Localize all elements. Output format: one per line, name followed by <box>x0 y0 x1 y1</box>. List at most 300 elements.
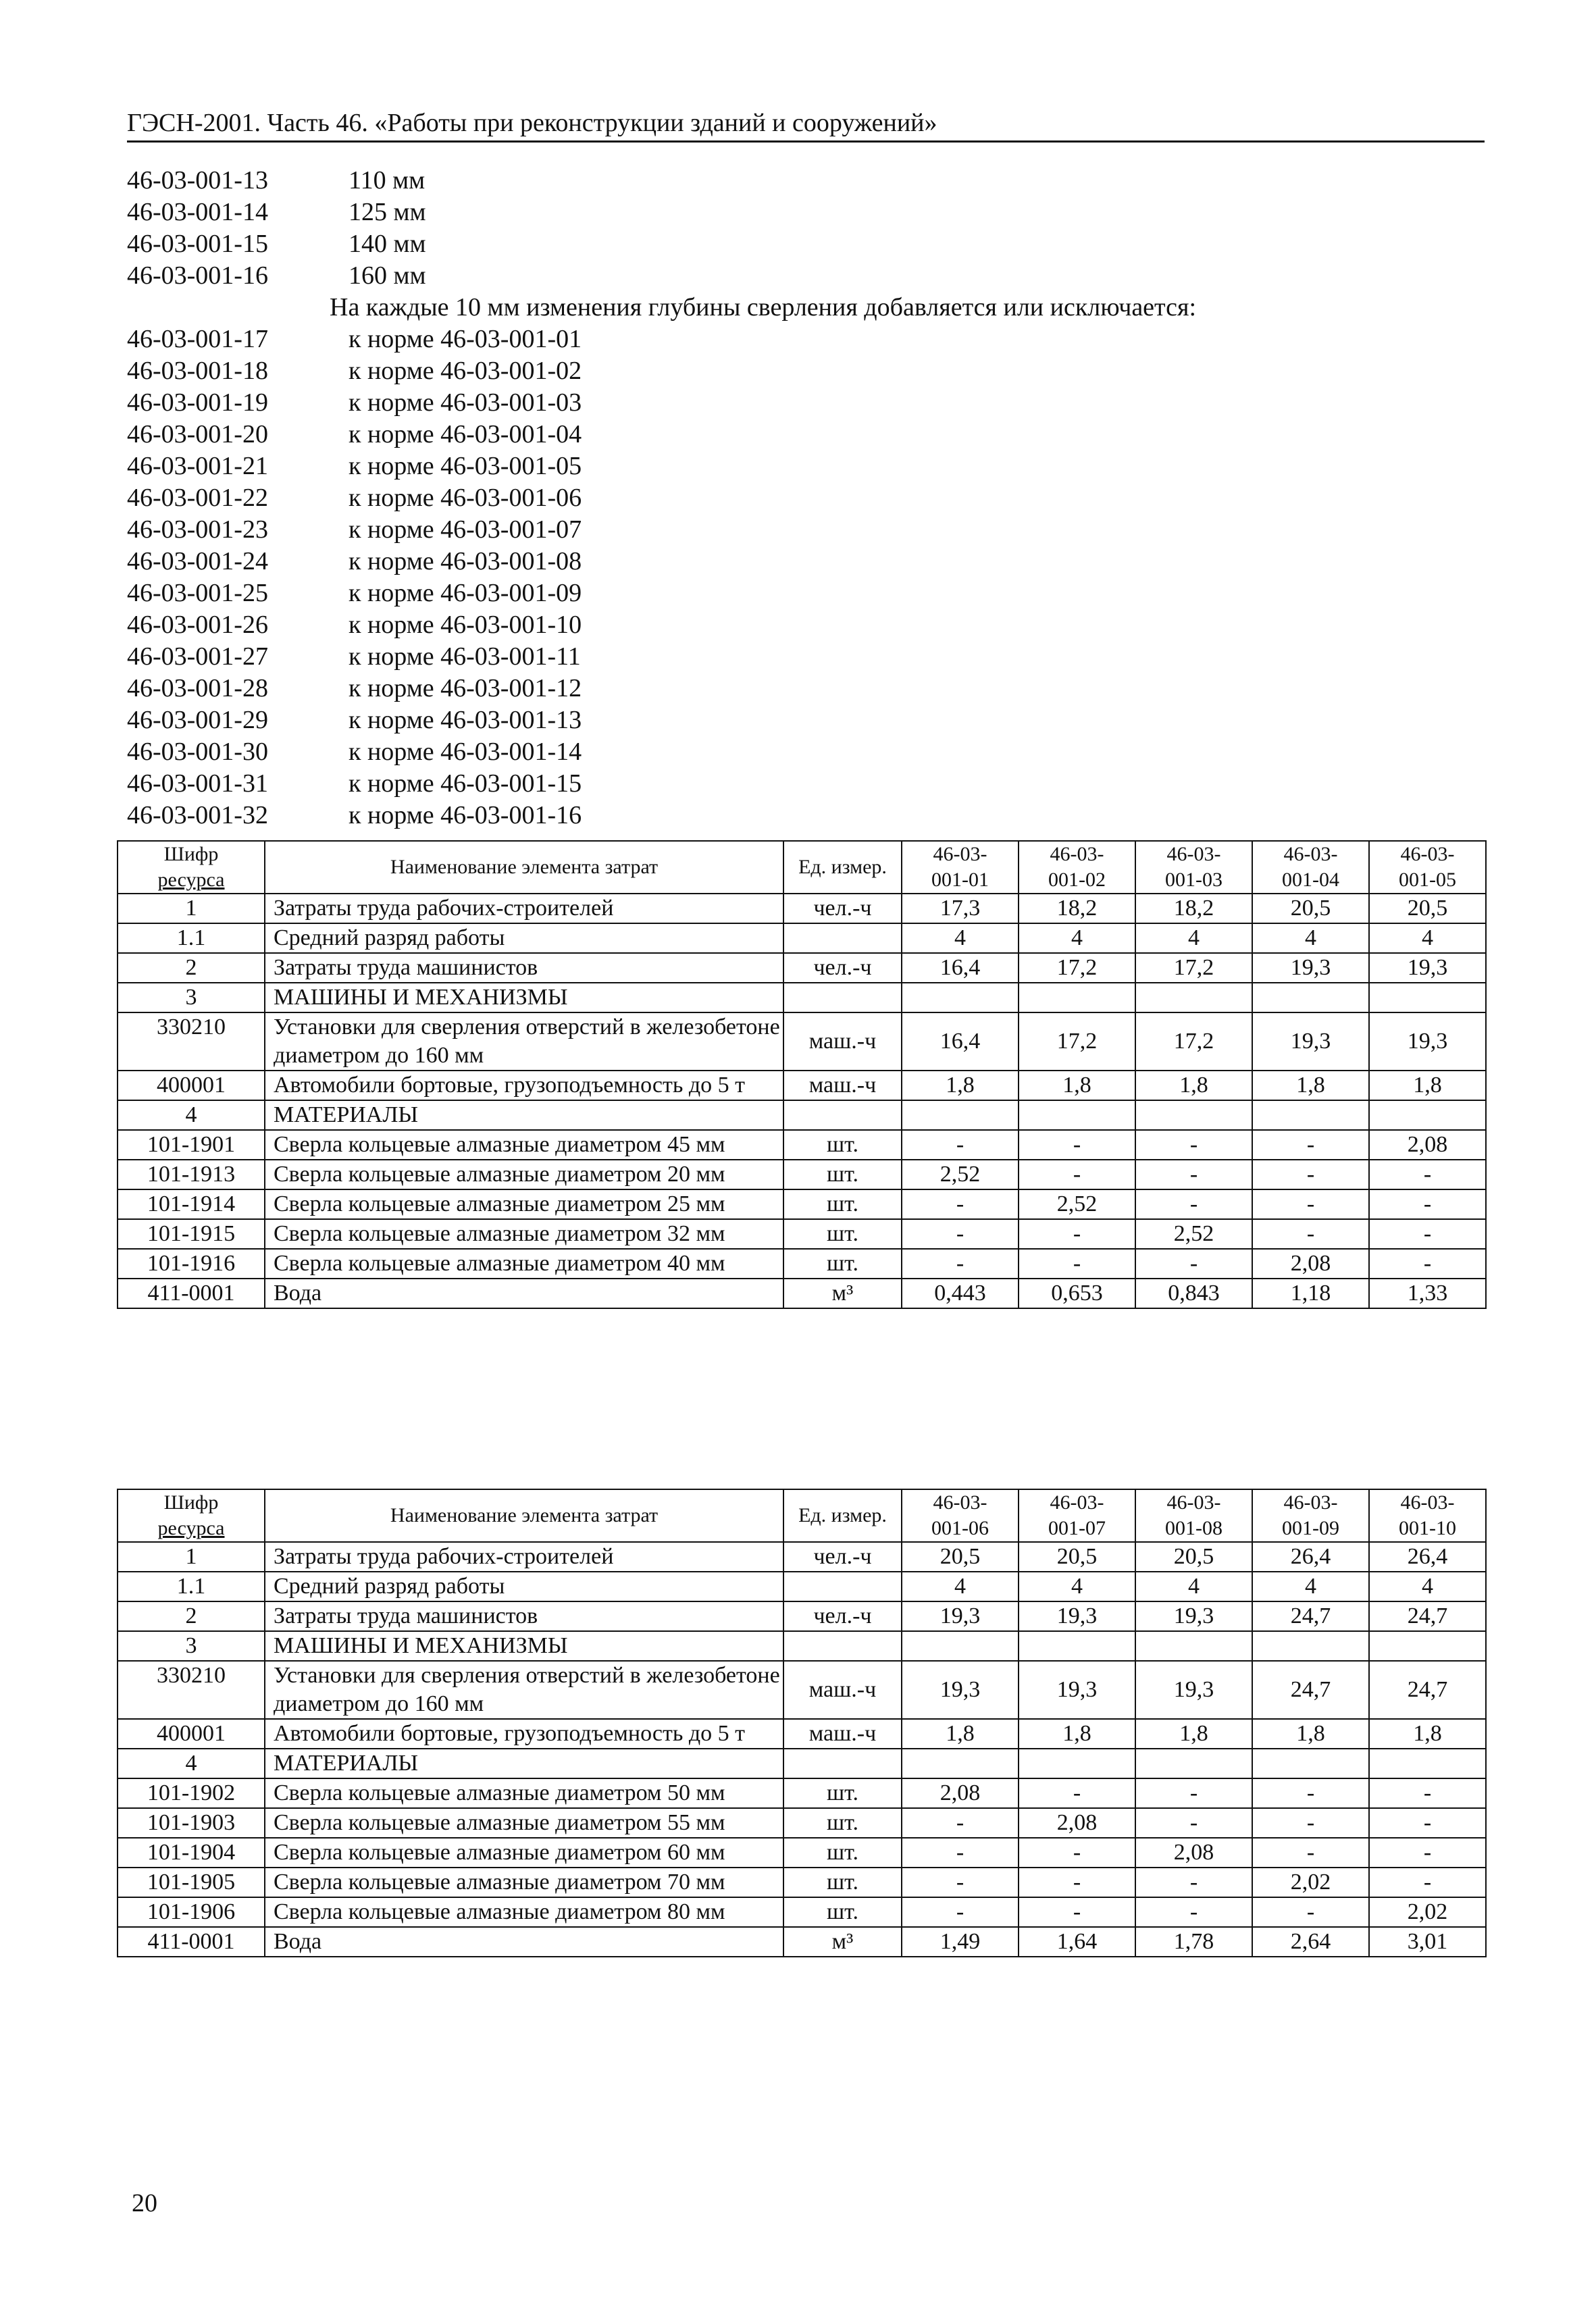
cell-value: 2,08 <box>902 1778 1019 1808</box>
cell-value: - <box>902 1219 1019 1249</box>
cell-name: Сверла кольцевые алмазные диаметром 20 мм <box>265 1160 783 1189</box>
cell-code: 1.1 <box>118 923 265 953</box>
norm-code: 46-03-001-15 <box>127 230 268 258</box>
cell-value: 20,5 <box>1252 894 1369 923</box>
header-norm <box>1252 841 1369 894</box>
cell-unit: чел.-ч <box>783 1542 902 1572</box>
table-row <box>118 953 1486 983</box>
cell-value: 2,64 <box>1252 1927 1369 1957</box>
cell-value: 1,49 <box>902 1927 1019 1957</box>
cell-value: - <box>902 1838 1019 1868</box>
norm-list-item <box>127 514 1485 546</box>
cell-unit: шт. <box>783 1249 902 1279</box>
cell-value: - <box>902 1897 1019 1927</box>
cell-value <box>1252 1100 1369 1130</box>
table-row <box>118 983 1486 1012</box>
cell-name: МАТЕРИАЛЫ <box>265 1749 783 1778</box>
cell-value: - <box>1369 1160 1486 1189</box>
cell-value: - <box>1135 1160 1252 1189</box>
cell-value: 1,8 <box>1252 1719 1369 1749</box>
norm-desc: к норме 46-03-001-10 <box>349 611 582 639</box>
norm-code-line1: 46-03- <box>1400 843 1455 865</box>
norm-list-item <box>127 165 1485 197</box>
norm-code: 46-03-001-29 <box>127 706 268 734</box>
norm-list <box>127 165 1485 831</box>
norm-code-line1: 46-03- <box>1166 843 1221 865</box>
cell-value: 4 <box>1135 923 1252 953</box>
cell-value: 17,2 <box>1019 953 1135 983</box>
cell-value: 19,3 <box>1135 1601 1252 1631</box>
cell-value: - <box>1019 1778 1135 1808</box>
cell-value: - <box>1019 1249 1135 1279</box>
cell-value: 24,7 <box>1369 1661 1486 1719</box>
cell-value: - <box>1369 1189 1486 1219</box>
cell-value: - <box>1252 1897 1369 1927</box>
norm-code: 46-03-001-13 <box>127 166 268 195</box>
cell-value: 26,4 <box>1252 1542 1369 1572</box>
cell-unit <box>783 1100 902 1130</box>
cell-value: 19,3 <box>1252 953 1369 983</box>
cell-name: Автомобили бортовые, грузоподъемность до 5 т <box>265 1071 783 1100</box>
header-norm <box>1019 1489 1135 1542</box>
cell-value <box>1019 1631 1135 1661</box>
cell-code: 101-1905 <box>118 1868 265 1897</box>
cell-unit <box>783 923 902 953</box>
cell-value: 16,4 <box>902 1012 1019 1071</box>
cell-value <box>1252 983 1369 1012</box>
cell-value: 2,08 <box>1252 1249 1369 1279</box>
cell-unit <box>783 1631 902 1661</box>
cell-unit <box>783 983 902 1012</box>
cell-value: - <box>1252 1160 1369 1189</box>
cell-value <box>1135 1631 1252 1661</box>
table-row <box>118 1808 1486 1838</box>
cell-value: - <box>1019 1868 1135 1897</box>
cell-value: 1,8 <box>902 1719 1019 1749</box>
table-row <box>118 1838 1486 1868</box>
cell-value: 4 <box>1369 1572 1486 1601</box>
cell-value: 24,7 <box>1252 1661 1369 1719</box>
cell-unit: маш.-ч <box>783 1661 902 1719</box>
cell-unit: шт. <box>783 1219 902 1249</box>
cell-value <box>902 983 1019 1012</box>
header-code-line2: ресурса <box>157 869 225 891</box>
norm-code: 46-03-001-14 <box>127 198 268 226</box>
page-header-title: ГЭСН-2001. Часть 46. «Работы при реконструкции зданий и сооружений» <box>127 108 1485 143</box>
norm-code: 46-03-001-25 <box>127 579 268 607</box>
cell-value: 1,8 <box>1019 1719 1135 1749</box>
norm-code-line2: 001-10 <box>1399 1517 1456 1539</box>
cell-code: 330210 <box>118 1661 265 1719</box>
cell-code: 330210 <box>118 1012 265 1071</box>
table-row <box>118 1100 1486 1130</box>
norm-list-item <box>127 419 1485 451</box>
cell-code: 1 <box>118 894 265 923</box>
header-norm <box>1135 1489 1252 1542</box>
cell-value: 2,52 <box>902 1160 1019 1189</box>
table-row <box>118 1160 1486 1189</box>
cell-value: - <box>1135 1189 1252 1219</box>
norm-desc: к норме 46-03-001-13 <box>349 706 582 734</box>
cell-code: 2 <box>118 953 265 983</box>
cell-value: 19,3 <box>902 1661 1019 1719</box>
header-code-line2: ресурса <box>157 1517 225 1539</box>
cell-value: - <box>1369 1868 1486 1897</box>
table-row <box>118 1631 1486 1661</box>
cell-value: - <box>1135 1897 1252 1927</box>
cell-unit: шт. <box>783 1808 902 1838</box>
cell-name: Установки для сверления отверстий в железобетоне диаметром до 160 мм <box>265 1012 783 1071</box>
cell-name: Затраты труда рабочих-строителей <box>265 894 783 923</box>
norm-list-item <box>127 228 1485 260</box>
cell-value: - <box>1135 1778 1252 1808</box>
cell-code: 4 <box>118 1100 265 1130</box>
table-row <box>118 1927 1486 1957</box>
cell-value <box>1369 1631 1486 1661</box>
header-name: Наименование элемента затрат <box>265 841 783 894</box>
cell-value: 20,5 <box>1135 1542 1252 1572</box>
cell-value: 1,8 <box>1252 1071 1369 1100</box>
table-row <box>118 1749 1486 1778</box>
cell-value: 4 <box>902 1572 1019 1601</box>
header-norm <box>1019 841 1135 894</box>
norm-code: 46-03-001-21 <box>127 452 268 480</box>
cell-value: 19,3 <box>1019 1661 1135 1719</box>
cell-value: - <box>1369 1778 1486 1808</box>
norm-code: 46-03-001-31 <box>127 769 268 798</box>
cell-value: 1,8 <box>1019 1071 1135 1100</box>
table-row <box>118 1071 1486 1100</box>
cell-value: 18,2 <box>1135 894 1252 923</box>
cell-name: Автомобили бортовые, грузоподъемность до 5 т <box>265 1719 783 1749</box>
norm-code-line1: 46-03- <box>1283 843 1338 865</box>
cell-name: Сверла кольцевые алмазные диаметром 40 мм <box>265 1249 783 1279</box>
cell-value: - <box>1135 1808 1252 1838</box>
norm-desc: к норме 46-03-001-04 <box>349 420 582 448</box>
cell-code: 101-1904 <box>118 1838 265 1868</box>
norm-desc: 160 мм <box>349 261 426 290</box>
norm-list-item <box>127 577 1485 609</box>
norm-code-line2: 001-05 <box>1399 869 1456 891</box>
cell-name: МАШИНЫ И МЕХАНИЗМЫ <box>265 983 783 1012</box>
norm-code: 46-03-001-28 <box>127 674 268 702</box>
norm-code-line2: 001-08 <box>1165 1517 1222 1539</box>
cell-name: Сверла кольцевые алмазные диаметром 25 мм <box>265 1189 783 1219</box>
cell-value: 17,2 <box>1019 1012 1135 1071</box>
cell-unit: шт. <box>783 1868 902 1897</box>
norm-code: 46-03-001-18 <box>127 357 268 385</box>
cell-value: 2,02 <box>1369 1897 1486 1927</box>
cell-value: 4 <box>902 923 1019 953</box>
norm-note: На каждые 10 мм изменения глубины сверления добавляется или исключается: <box>330 293 1197 322</box>
norm-code: 46-03-001-26 <box>127 611 268 639</box>
norm-note-row <box>127 292 1485 324</box>
cell-value: 1,8 <box>1369 1719 1486 1749</box>
cell-value: - <box>1019 1219 1135 1249</box>
cell-value: 1,18 <box>1252 1279 1369 1308</box>
header-code <box>118 841 265 894</box>
norm-desc: к норме 46-03-001-05 <box>349 452 582 480</box>
table-row <box>118 1601 1486 1631</box>
header-norm <box>902 1489 1019 1542</box>
table-row <box>118 1661 1486 1719</box>
cell-code: 101-1915 <box>118 1219 265 1249</box>
cell-value: 4 <box>1252 1572 1369 1601</box>
cell-value <box>1135 1749 1252 1778</box>
cell-value: - <box>902 1189 1019 1219</box>
cell-code: 400001 <box>118 1719 265 1749</box>
table-header-row <box>118 1489 1486 1542</box>
norm-list-item <box>127 387 1485 419</box>
header-name: Наименование элемента затрат <box>265 1489 783 1542</box>
table-row <box>118 1778 1486 1808</box>
cell-code: 3 <box>118 983 265 1012</box>
cell-value: - <box>1369 1808 1486 1838</box>
cell-name: Вода <box>265 1279 783 1308</box>
cell-value <box>902 1749 1019 1778</box>
norm-desc: к норме 46-03-001-11 <box>349 642 581 671</box>
norm-list-item <box>127 768 1485 800</box>
norm-list-item <box>127 673 1485 704</box>
cell-unit: шт. <box>783 1778 902 1808</box>
table-row <box>118 1542 1486 1572</box>
cell-unit <box>783 1749 902 1778</box>
cell-value <box>1252 1749 1369 1778</box>
header-unit: Ед. измер. <box>783 1489 902 1542</box>
table-row <box>118 1219 1486 1249</box>
norm-code: 46-03-001-19 <box>127 388 268 417</box>
norm-desc: к норме 46-03-001-06 <box>349 484 582 512</box>
norm-list-item <box>127 609 1485 641</box>
cell-value: - <box>1252 1808 1369 1838</box>
cell-value: - <box>1252 1778 1369 1808</box>
cell-value: 19,3 <box>1369 1012 1486 1071</box>
norm-list-item <box>127 546 1485 577</box>
norm-list-item <box>127 641 1485 673</box>
norm-code: 46-03-001-32 <box>127 801 268 829</box>
cell-value: 1,8 <box>902 1071 1019 1100</box>
cell-unit: шт. <box>783 1130 902 1160</box>
cell-name: МАШИНЫ И МЕХАНИЗМЫ <box>265 1631 783 1661</box>
cell-unit: шт. <box>783 1897 902 1927</box>
cell-value: 16,4 <box>902 953 1019 983</box>
norm-desc: к норме 46-03-001-01 <box>349 325 582 353</box>
cell-code: 411-0001 <box>118 1279 265 1308</box>
cell-unit: чел.-ч <box>783 1601 902 1631</box>
norm-code-line2: 001-09 <box>1282 1517 1339 1539</box>
cell-unit: м³ <box>783 1927 902 1957</box>
norm-desc: 110 мм <box>349 166 426 195</box>
cell-value: - <box>1369 1838 1486 1868</box>
header-norm <box>1252 1489 1369 1542</box>
norm-list-item <box>127 704 1485 736</box>
table-row <box>118 1572 1486 1601</box>
cell-value: - <box>1019 1130 1135 1160</box>
cell-code: 1.1 <box>118 1572 265 1601</box>
cell-value <box>1135 983 1252 1012</box>
cell-value: 19,3 <box>902 1601 1019 1631</box>
norm-desc: к норме 46-03-001-09 <box>349 579 582 607</box>
cell-value: - <box>1252 1130 1369 1160</box>
cell-value: 20,5 <box>1019 1542 1135 1572</box>
norm-desc: к норме 46-03-001-08 <box>349 547 582 575</box>
table-row <box>118 1279 1486 1308</box>
cell-value: 4 <box>1019 1572 1135 1601</box>
cell-value: 19,3 <box>1369 953 1486 983</box>
norm-desc: к норме 46-03-001-07 <box>349 515 582 544</box>
table-row <box>118 1189 1486 1219</box>
cell-name: Затраты труда машинистов <box>265 953 783 983</box>
cell-name: Затраты труда машинистов <box>265 1601 783 1631</box>
norm-code: 46-03-001-24 <box>127 547 268 575</box>
cell-value: - <box>1252 1219 1369 1249</box>
cell-value: 1,8 <box>1369 1071 1486 1100</box>
cell-code: 2 <box>118 1601 265 1631</box>
cell-value: 1,64 <box>1019 1927 1135 1957</box>
norm-code-line2: 001-01 <box>931 869 989 891</box>
page-number: 20 <box>132 2189 157 2217</box>
cell-value: - <box>1135 1868 1252 1897</box>
cell-value: - <box>902 1130 1019 1160</box>
cell-value: 20,5 <box>902 1542 1019 1572</box>
norm-code: 46-03-001-16 <box>127 261 268 290</box>
cell-name: Сверла кольцевые алмазные диаметром 70 мм <box>265 1868 783 1897</box>
norm-desc: к норме 46-03-001-02 <box>349 357 582 385</box>
resource-table-1 <box>117 840 1487 1309</box>
cell-value: - <box>902 1249 1019 1279</box>
norm-code-line1: 46-03- <box>1400 1491 1455 1514</box>
cell-value: 4 <box>1135 1572 1252 1601</box>
cell-value: - <box>1369 1219 1486 1249</box>
cell-name: Сверла кольцевые алмазные диаметром 80 мм <box>265 1897 783 1927</box>
increment-list <box>127 324 1485 831</box>
norm-list-item <box>127 355 1485 387</box>
cell-unit: шт. <box>783 1838 902 1868</box>
cell-value <box>902 1100 1019 1130</box>
cell-value: - <box>1019 1160 1135 1189</box>
norm-list-item <box>127 800 1485 831</box>
cell-name: Установки для сверления отверстий в железобетоне диаметром до 160 мм <box>265 1661 783 1719</box>
cell-value: 1,8 <box>1135 1071 1252 1100</box>
cell-unit <box>783 1572 902 1601</box>
cell-name: Сверла кольцевые алмазные диаметром 55 мм <box>265 1808 783 1838</box>
norm-desc: 140 мм <box>349 230 426 258</box>
cell-value: 26,4 <box>1369 1542 1486 1572</box>
cell-value: 0,653 <box>1019 1279 1135 1308</box>
norm-desc: к норме 46-03-001-14 <box>349 738 582 766</box>
table-header-row <box>118 841 1486 894</box>
norm-desc: к норме 46-03-001-15 <box>349 769 582 798</box>
cell-value: 2,08 <box>1369 1130 1486 1160</box>
norm-list-item <box>127 324 1485 355</box>
cell-value <box>1369 983 1486 1012</box>
cell-value: 1,78 <box>1135 1927 1252 1957</box>
norm-list-item <box>127 482 1485 514</box>
norm-code-line1: 46-03- <box>933 1491 987 1514</box>
norm-desc: к норме 46-03-001-16 <box>349 801 582 829</box>
norm-list-item <box>127 260 1485 292</box>
cell-value: 17,2 <box>1135 1012 1252 1071</box>
cell-value: 1,8 <box>1135 1719 1252 1749</box>
cell-value: 17,3 <box>902 894 1019 923</box>
header-code-line1: Шифр <box>163 1491 219 1514</box>
norm-code-line1: 46-03- <box>1050 1491 1104 1514</box>
norm-code: 46-03-001-22 <box>127 484 268 512</box>
cell-name: Сверла кольцевые алмазные диаметром 60 мм <box>265 1838 783 1868</box>
cell-unit: маш.-ч <box>783 1012 902 1071</box>
cell-name: Сверла кольцевые алмазные диаметром 50 мм <box>265 1778 783 1808</box>
norm-code-line2: 001-02 <box>1048 869 1106 891</box>
cell-value <box>1135 1100 1252 1130</box>
cell-code: 1 <box>118 1542 265 1572</box>
cell-unit: маш.-ч <box>783 1071 902 1100</box>
cell-value: 2,08 <box>1019 1808 1135 1838</box>
norm-desc: к норме 46-03-001-12 <box>349 674 582 702</box>
norm-code: 46-03-001-27 <box>127 642 268 671</box>
header-code-line1: Шифр <box>163 843 219 865</box>
norm-code: 46-03-001-30 <box>127 738 268 766</box>
norm-code-line1: 46-03- <box>1283 1491 1338 1514</box>
norm-code: 46-03-001-23 <box>127 515 268 544</box>
cell-code: 400001 <box>118 1071 265 1100</box>
header-norm <box>1369 1489 1486 1542</box>
cell-value: - <box>1135 1130 1252 1160</box>
cell-value <box>1252 1631 1369 1661</box>
table-row <box>118 1719 1486 1749</box>
cell-unit: чел.-ч <box>783 953 902 983</box>
cell-value: - <box>902 1808 1019 1838</box>
cell-unit: маш.-ч <box>783 1719 902 1749</box>
cell-value: 0,443 <box>902 1279 1019 1308</box>
table-row <box>118 894 1486 923</box>
table-row <box>118 923 1486 953</box>
cell-code: 101-1903 <box>118 1808 265 1838</box>
cell-value: - <box>1019 1897 1135 1927</box>
table-row <box>118 1012 1486 1071</box>
norm-list-item <box>127 197 1485 228</box>
cell-code: 3 <box>118 1631 265 1661</box>
cell-unit: шт. <box>783 1160 902 1189</box>
cell-code: 101-1916 <box>118 1249 265 1279</box>
cell-value: 17,2 <box>1135 953 1252 983</box>
cell-name: Средний разряд работы <box>265 923 783 953</box>
header-norm <box>1135 841 1252 894</box>
cell-value: 24,7 <box>1369 1601 1486 1631</box>
cell-unit: чел.-ч <box>783 894 902 923</box>
cell-name: Затраты труда рабочих-строителей <box>265 1542 783 1572</box>
cell-value: 2,08 <box>1135 1838 1252 1868</box>
cell-code: 101-1901 <box>118 1130 265 1160</box>
cell-value: - <box>1135 1249 1252 1279</box>
norm-code-line2: 001-03 <box>1165 869 1222 891</box>
cell-code: 101-1914 <box>118 1189 265 1219</box>
cell-value <box>902 1631 1019 1661</box>
norm-code-line1: 46-03- <box>1050 843 1104 865</box>
cell-unit: м³ <box>783 1279 902 1308</box>
cell-name: Сверла кольцевые алмазные диаметром 45 мм <box>265 1130 783 1160</box>
cell-code: 4 <box>118 1749 265 1778</box>
cell-value: 4 <box>1252 923 1369 953</box>
norm-code-line2: 001-06 <box>931 1517 989 1539</box>
header-unit: Ед. измер. <box>783 841 902 894</box>
header-norm <box>1369 841 1486 894</box>
cell-code: 411-0001 <box>118 1927 265 1957</box>
cell-value: 19,3 <box>1135 1661 1252 1719</box>
cell-value: 24,7 <box>1252 1601 1369 1631</box>
cell-value: 19,3 <box>1019 1601 1135 1631</box>
cell-value: 4 <box>1019 923 1135 953</box>
cell-value <box>1019 1100 1135 1130</box>
